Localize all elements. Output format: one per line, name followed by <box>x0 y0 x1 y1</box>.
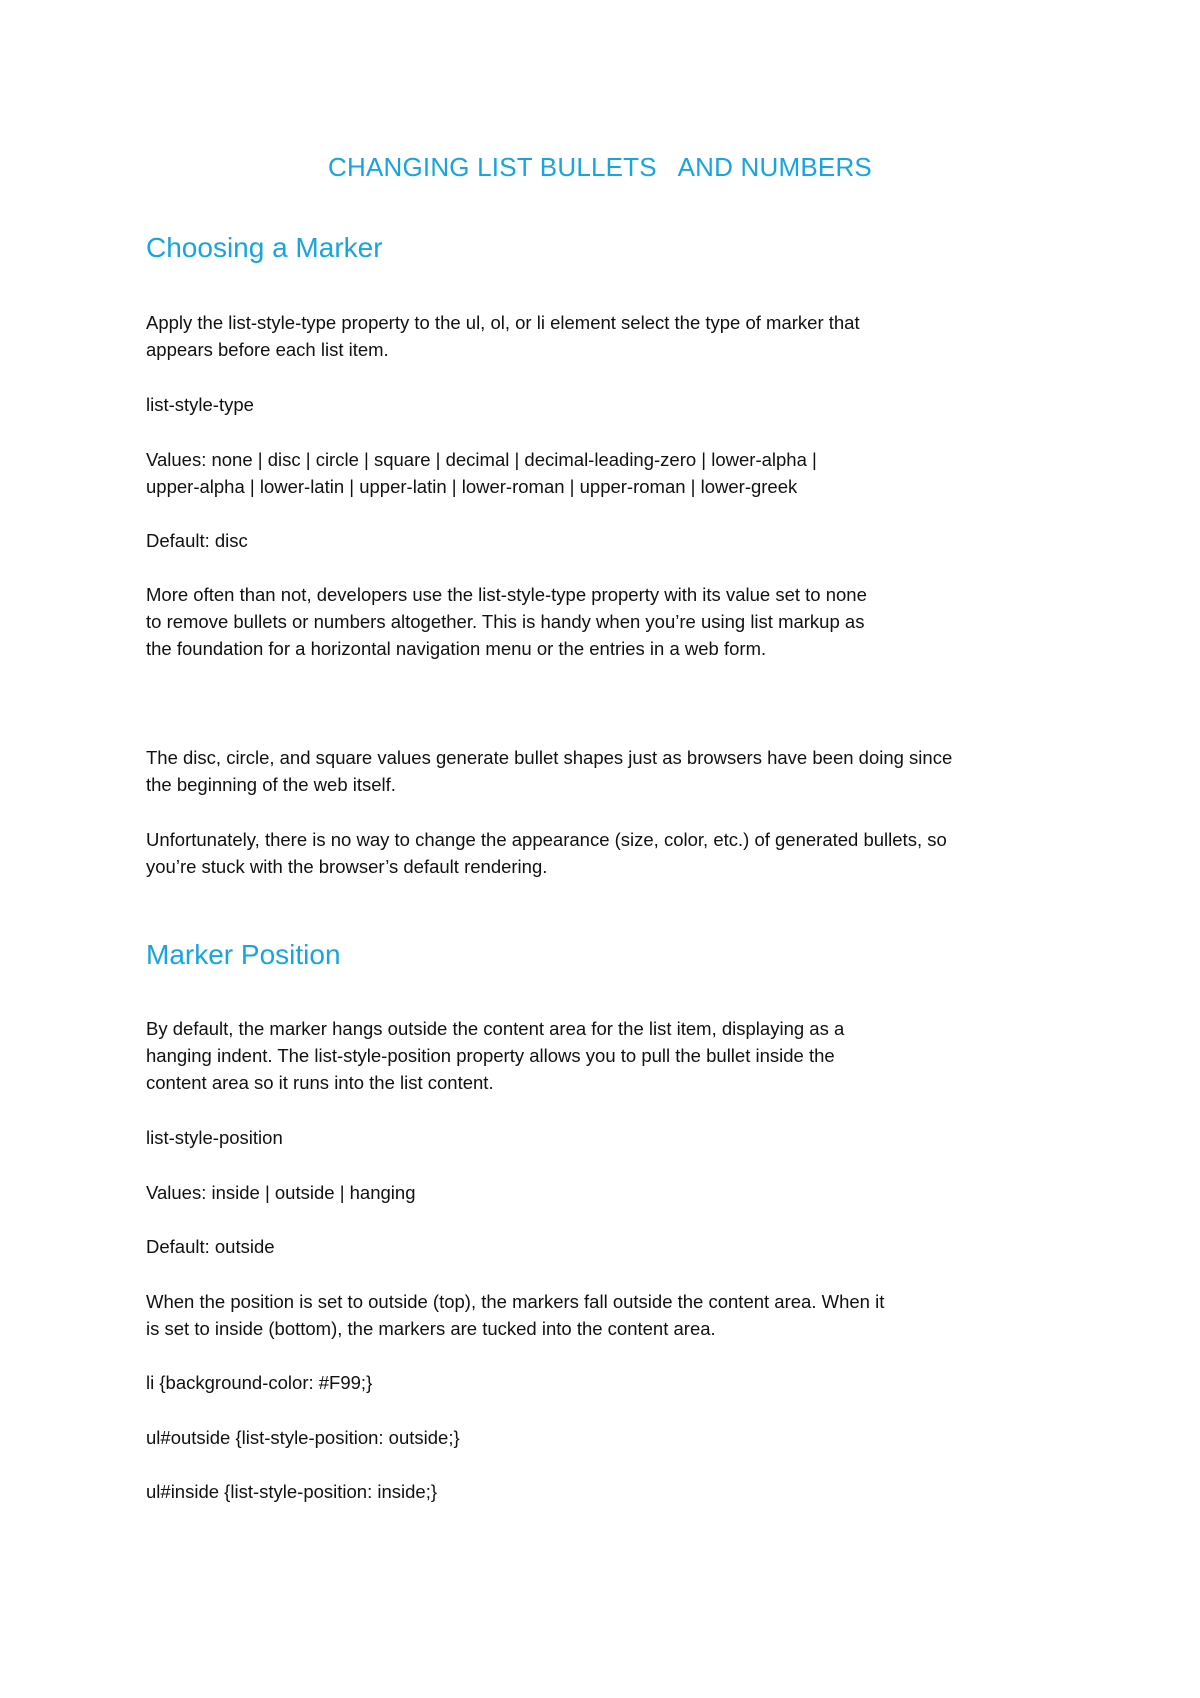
section-heading-marker-position: Marker Position <box>146 939 341 970</box>
paragraph-limitations: Unfortunately, there is no way to change the appearance (size, color, etc.) of generated bullets, so you’re stuck with the browser’s default rendering. <box>146 829 947 877</box>
paragraph-marker-default: By default, the marker hangs outside the content area for the list item, displaying as a hanging indent. The list-style-position property allows you to pull the bullet inside the content area so it runs into the list content. <box>146 1018 845 1093</box>
document-title: CHANGING LIST BULLETS AND NUMBERS <box>328 152 872 182</box>
paragraph-bullet-shapes: The disc, circle, and square values generate bullet shapes just as browsers have been doing since the beginning of the web itself. <box>146 747 953 795</box>
section-heading-choosing-a-marker: Choosing a Marker <box>146 232 383 263</box>
property-name-list-style-type: list-style-type <box>146 394 254 415</box>
values-list: Values: none | disc | circle | square | decimal | decimal-leading-zero | lower-alpha | upper-alpha | lower-latin | upper-latin | lower-roman | upper-roman | lower-greek <box>146 449 817 497</box>
paragraph-position-explanation: When the position is set to outside (top), the markers fall outside the content area. When it is set to inside (bottom), the markers are tucked into the content area. <box>146 1291 885 1339</box>
code-line-ul-inside: ul#inside {list-style-position: inside;} <box>146 1481 438 1502</box>
position-values-list: Values: inside | outside | hanging <box>146 1182 416 1203</box>
code-line-ul-outside: ul#outside {list-style-position: outside;} <box>146 1427 460 1448</box>
position-default-value: Default: outside <box>146 1236 275 1257</box>
code-line-li-background: li {background-color: #F99;} <box>146 1372 373 1393</box>
paragraph-intro: Apply the list-style-type property to the ul, ol, or li element select the type of marker that appears before each list item. <box>146 312 860 360</box>
property-name-list-style-position: list-style-position <box>146 1127 283 1148</box>
paragraph-usage: More often than not, developers use the list-style-type property with its value set to none to remove bullets or numbers altogether. This is handy when you’re using list markup as the foundation for a horizontal navigation menu or the entries in a web form. <box>146 584 867 659</box>
default-value: Default: disc <box>146 530 248 551</box>
